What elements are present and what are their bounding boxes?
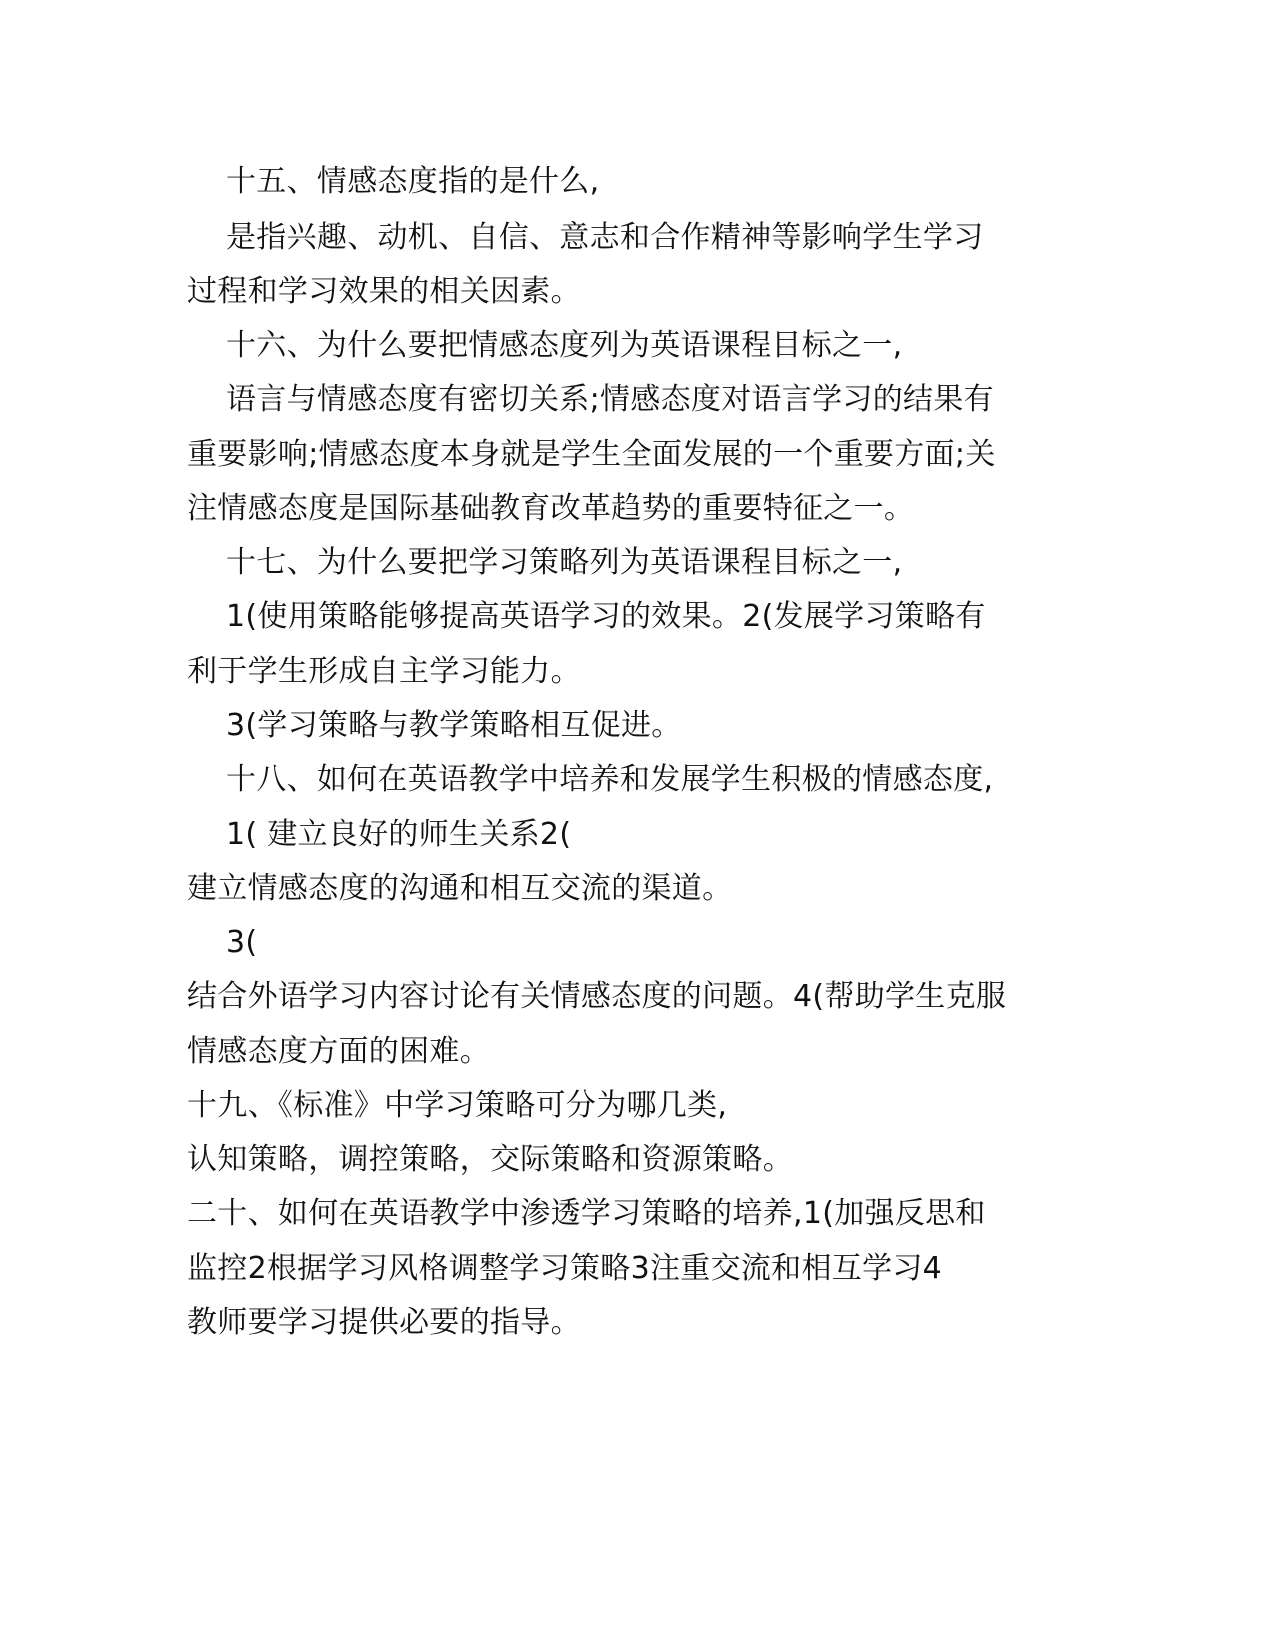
heading-q18: 十八、如何在英语教学中培养和发展学生积极的情感态度, bbox=[226, 762, 994, 797]
text-line: 情感态度方面的困难。 bbox=[187, 1034, 490, 1069]
text-line: 3( bbox=[226, 925, 258, 960]
text-line: 过程和学习效果的相关因素。 bbox=[187, 274, 581, 309]
text-line: 重要影响;情感态度本身就是学生全面发展的一个重要方面;关 bbox=[187, 437, 996, 472]
text-line: 语言与情感态度有密切关系;情感态度对语言学习的结果有 bbox=[226, 382, 994, 417]
text-line: 3(学习策略与教学策略相互促进。 bbox=[226, 708, 682, 743]
text-line: 监控2根据学习风格调整学习策略3注重交流和相互学习4 bbox=[187, 1251, 943, 1286]
text-line: 1(使用策略能够提高英语学习的效果。2(发展学习策略有 bbox=[226, 599, 986, 634]
text-line: 是指兴趣、动机、自信、意志和合作精神等影响学生学习 bbox=[226, 220, 984, 255]
text-line: 结合外语学习内容讨论有关情感态度的问题。4(帮助学生克服 bbox=[187, 979, 1007, 1014]
text-line: 注情感态度是国际基础教育改革趋势的重要特征之一。 bbox=[187, 491, 915, 526]
heading-q15: 十五、情感态度指的是什么, bbox=[226, 164, 600, 199]
heading-q20: 二十、如何在英语教学中渗透学习策略的培养,1(加强反思和 bbox=[187, 1196, 986, 1231]
text-line: 建立情感态度的沟通和相互交流的渠道。 bbox=[187, 871, 733, 906]
heading-q19: 十九、《标准》中学习策略可分为哪几类, bbox=[187, 1088, 728, 1123]
text-line: 1( 建立良好的师生关系2( bbox=[226, 817, 572, 852]
text-line: 利于学生形成自主学习能力。 bbox=[187, 654, 581, 689]
heading-q16: 十六、为什么要把情感态度列为英语课程目标之一, bbox=[226, 328, 903, 363]
heading-q17: 十七、为什么要把学习策略列为英语课程目标之一, bbox=[226, 545, 903, 580]
text-line: 认知策略，调控策略，交际策略和资源策略。 bbox=[187, 1142, 793, 1177]
text-line: 教师要学习提供必要的指导。 bbox=[187, 1305, 581, 1340]
